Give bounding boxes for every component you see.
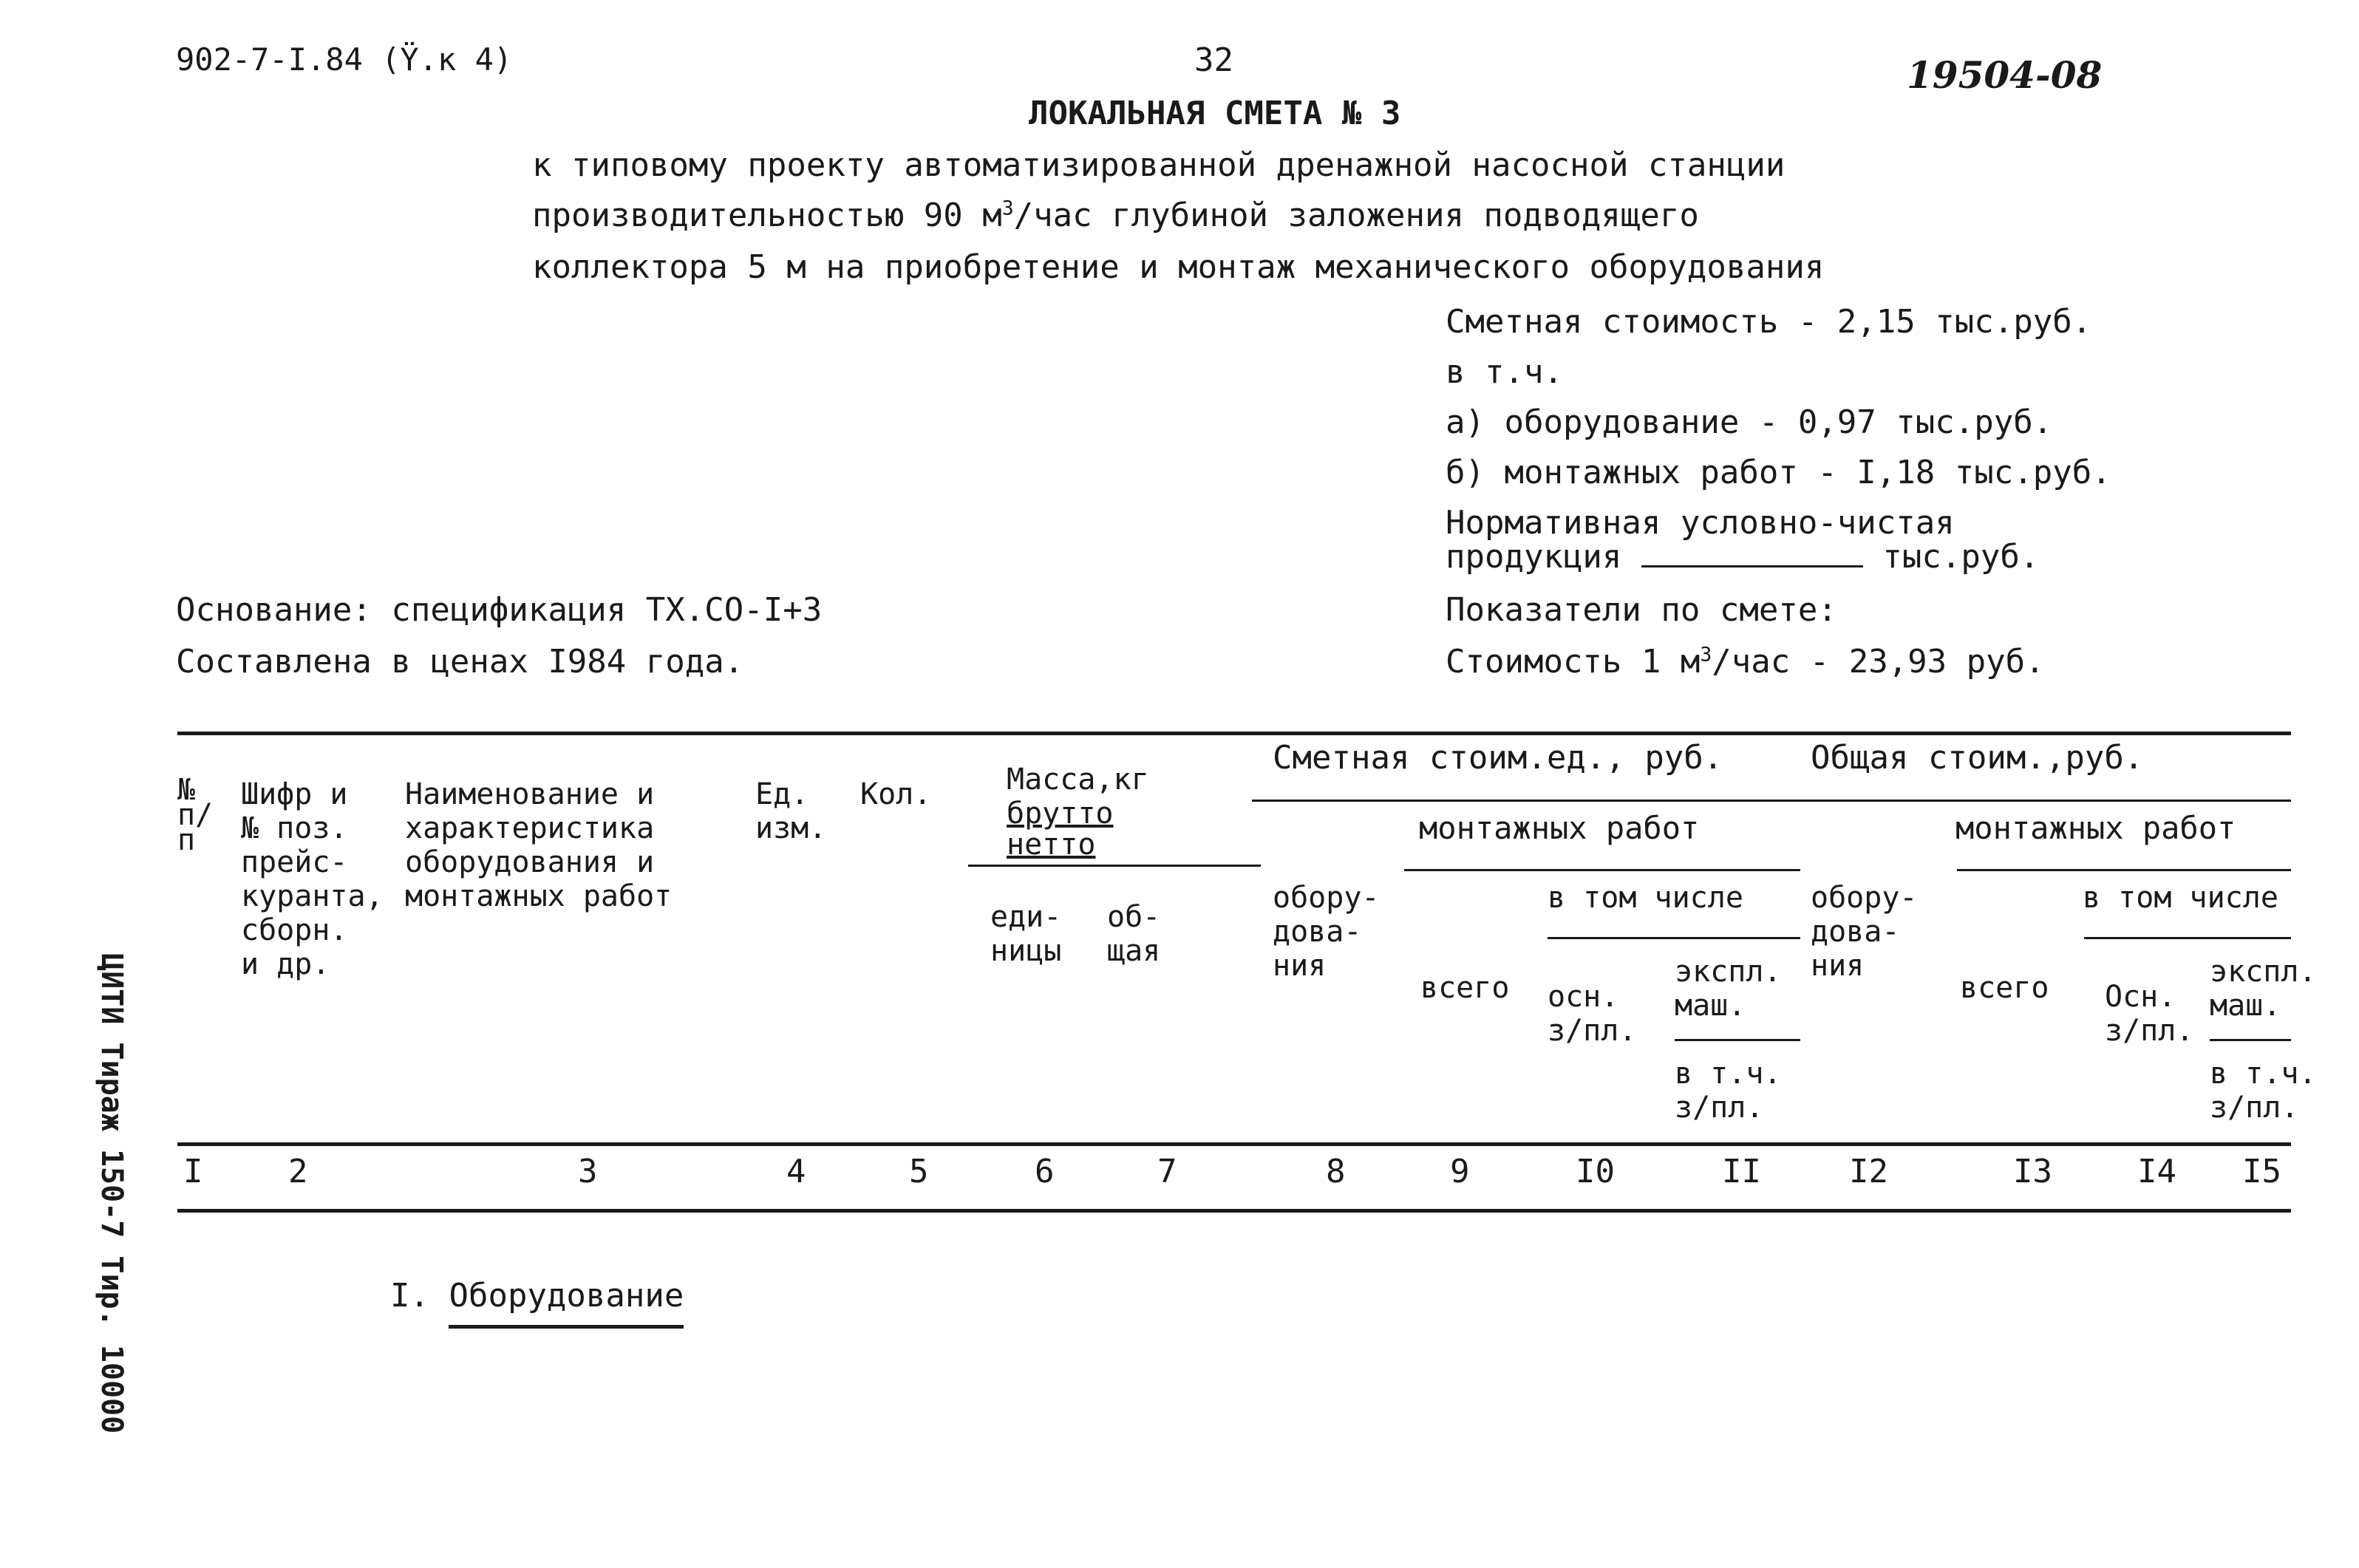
column-number: I2	[1849, 1153, 1888, 1190]
normative-production: продукция тыс.руб.	[1446, 538, 2040, 576]
column-number: 8	[1326, 1153, 1346, 1190]
header-quantity: Кол.	[860, 777, 932, 811]
basis-line: Основание: спецификация ТХ.СО-I+3	[176, 591, 823, 629]
subtitle-line-2: производительностью 90 $м^3$/час глубиной заложения подводящего	[532, 197, 1699, 234]
blank-field	[1641, 543, 1863, 567]
header-name: Наименование и характеристика оборудования и монтажных работ	[405, 777, 673, 913]
document-title: ЛОКАЛЬНАЯ СМЕТА № 3	[1029, 95, 1401, 132]
total-machines-rule	[2210, 1039, 2291, 1041]
unit-machines-rule	[1675, 1039, 1800, 1041]
estimate-total-cost: Сметная стоимость - 2,15 тыс.руб.	[1446, 303, 2092, 341]
header-total-including: в том числе	[2083, 881, 2278, 915]
page-number: 32	[1194, 41, 1233, 79]
column-number: 2	[288, 1153, 308, 1190]
installation-cost: б) монтажных работ - I,18 тыс.руб.	[1446, 454, 2111, 491]
column-number: 7	[1157, 1153, 1177, 1190]
header-unit-basic-wages: осн. з/пл.	[1548, 980, 1637, 1048]
section-heading	[390, 1277, 684, 1315]
header-mass-netto: нетто	[1007, 828, 1096, 862]
header-row-number: № п/ п	[177, 773, 214, 857]
including-label: в т.ч.	[1446, 353, 1563, 391]
archive-number: 19504-08	[1907, 53, 2103, 97]
total-including-rule	[2084, 937, 2291, 939]
header-unit-equipment: обору- дова- ния	[1273, 881, 1380, 983]
header-mass-unit: еди- ницы	[990, 900, 1062, 968]
header-unit-all: всего	[1420, 971, 1510, 1005]
header-unit: Ед. изм.	[755, 777, 827, 845]
header-total-basic-wages: Осн. з/пл.	[2105, 980, 2194, 1048]
margin-stamp: ЦИТИ Тираж 150-7 Тир. 10000	[95, 953, 129, 1434]
document-code: 902-7-I.84 (Ÿ.к 4)	[176, 41, 513, 78]
column-number: I5	[2242, 1153, 2281, 1190]
column-number: I	[183, 1153, 203, 1190]
total-install-rule	[1957, 869, 2291, 871]
column-number: 5	[909, 1153, 929, 1190]
indicators-label: Показатели по смете:	[1446, 591, 1837, 629]
header-total-machines: экспл. маш.	[2210, 955, 2317, 1023]
subtitle-line-3: коллектора 5 м на приобретение и монтаж механического оборудования	[532, 248, 1825, 286]
header-unit-incl-wages: в т.ч. з/пл.	[1675, 1057, 1782, 1125]
column-number: 3	[578, 1153, 598, 1190]
header-unit-machines: экспл. маш.	[1675, 955, 1782, 1023]
section-number: I.	[390, 1277, 429, 1315]
column-numbers-rule	[177, 1209, 2291, 1213]
header-total-all: всего	[1960, 971, 2049, 1005]
normative-label: Нормативная условно-чистая	[1446, 504, 1955, 542]
column-number: I4	[2137, 1153, 2176, 1190]
header-mass-total: об- щая	[1107, 900, 1161, 968]
header-unit-installation: монтажных работ	[1419, 810, 1700, 846]
header-total-cost-group: Общая стоим.,руб.	[1811, 739, 2144, 777]
cost-group-rule	[1252, 800, 2291, 802]
header-unit-including: в том числе	[1548, 881, 1743, 915]
prices-line: Составлена в ценах I984 года.	[176, 643, 744, 681]
header-total-equipment: обору- дова- ния	[1811, 881, 1918, 983]
header-price-code: Шифр и № поз. прейс- куранта, сборн. и др.	[241, 777, 384, 981]
unit-install-rule	[1404, 869, 1800, 871]
header-mass-brutto: брутто	[1007, 797, 1114, 831]
column-number: II	[1722, 1153, 1761, 1190]
header-total-installation: монтажных работ	[1955, 810, 2236, 846]
header-total-incl-wages: в т.ч. з/пл.	[2210, 1057, 2317, 1125]
column-number: 6	[1035, 1153, 1055, 1190]
column-number: I3	[2013, 1153, 2052, 1190]
column-number: 4	[786, 1153, 806, 1190]
subtitle-line-1: к типовому проекту автоматизированной дренажной насосной станции	[532, 146, 1786, 184]
mass-group-rule	[968, 865, 1261, 867]
section-title: Оборудование	[449, 1277, 684, 1329]
header-unit-cost-group: Сметная стоим.ед., руб.	[1273, 739, 1723, 777]
unit-including-rule	[1548, 937, 1800, 939]
unit-cost: Стоимость 1 $м^3$/час - 23,93 руб.	[1446, 643, 2045, 681]
table-top-rule	[177, 732, 2291, 735]
column-number: I0	[1576, 1153, 1615, 1190]
header-mass: Масса,кг	[1007, 763, 1149, 797]
header-bottom-rule	[177, 1142, 2291, 1146]
equipment-cost: а) оборудование - 0,97 тыс.руб.	[1446, 403, 2053, 441]
column-number: 9	[1450, 1153, 1470, 1190]
